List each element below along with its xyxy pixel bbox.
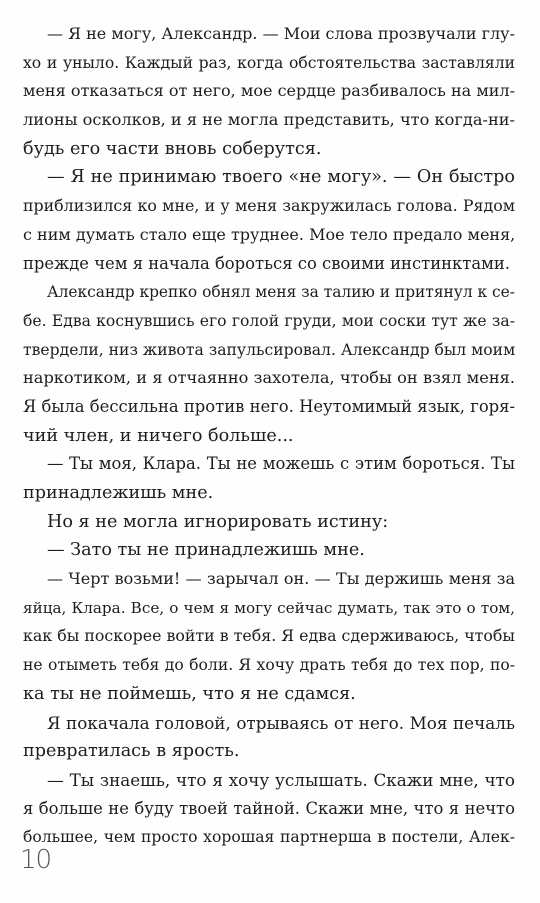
text-line: — Я не принимаю твоего «не могу». — Он быстро: [47, 167, 515, 188]
text-line: Я была бессильна против него. Неутомимый язык, горя-: [23, 396, 515, 416]
text-line: ка ты не поймешь, что я не сдамся.: [23, 683, 356, 704]
text-line: твердели, низ живота запульсировал. Александр был моим: [23, 340, 515, 359]
text-line: — Зато ты не принадлежишь мне.: [47, 540, 365, 561]
text-line: принадлежишь мне.: [23, 483, 214, 503]
text-line: прежде чем я начала бороться со своими инстинктами.: [23, 253, 511, 273]
text-line: не отыметь тебя до боли. Я хочу драть тебя до тех пор, по-: [23, 656, 515, 675]
text-line: меня отказаться от него, мое сердце разбивалось на мил-: [23, 81, 515, 101]
text-line: бе. Едва коснувшись его голой груди, мои соски тут же за-: [23, 311, 515, 330]
text-line: Я покачала головой, отрываясь от него. Моя печаль: [47, 712, 515, 733]
text-line: будь его части вновь соберутся.: [23, 138, 322, 159]
text-line: Александр крепко обнял меня за талию и притянул к се-: [47, 283, 515, 302]
text-line: — Ты моя, Клара. Ты не можешь с этим бороться. Ты: [47, 454, 515, 474]
text-line: превратилась в ярость.: [23, 741, 240, 762]
page-number: 10: [20, 845, 52, 875]
text-line: чий член, и ничего больше...: [23, 425, 294, 446]
body-text: [23, 20, 515, 852]
text-line: яйца, Клара. Все, о чем я могу сейчас думать, так это о том,: [23, 598, 515, 617]
text-line: большее, чем просто хорошая партнерша в постели, Алек-: [23, 828, 515, 847]
text-line: наркотиком, и я отчаянно захотела, чтобы он взял меня.: [23, 368, 515, 388]
text-line: Но я не могла игнорировать истину:: [47, 511, 389, 532]
text-line: — Я не могу, Александр. — Мои слова прозвучали глу-: [47, 24, 515, 43]
text-line: с ним думать стало еще труднее. Мое тело предало меня,: [23, 224, 515, 244]
text-line: — Ты знаешь, что я хочу услышать. Скажи мне, что: [47, 769, 515, 790]
text-line: я больше не буду твоей тайной. Скажи мне, что я нечто: [23, 798, 515, 818]
text-line: приблизился ко мне, и у меня закружилась голова. Рядом: [23, 196, 515, 216]
text-line: лионы осколков, и я не могла представить, что когда-ни-: [23, 110, 515, 130]
text-line: как бы поскорее войти в тебя. Я едва сдерживаюсь, чтобы: [23, 626, 515, 646]
text-line: — Черт возьми! — зарычал он. — Ты держишь меня за: [47, 569, 515, 589]
text-line: хо и уныло. Каждый раз, когда обстоятельства заставляли: [23, 53, 515, 72]
